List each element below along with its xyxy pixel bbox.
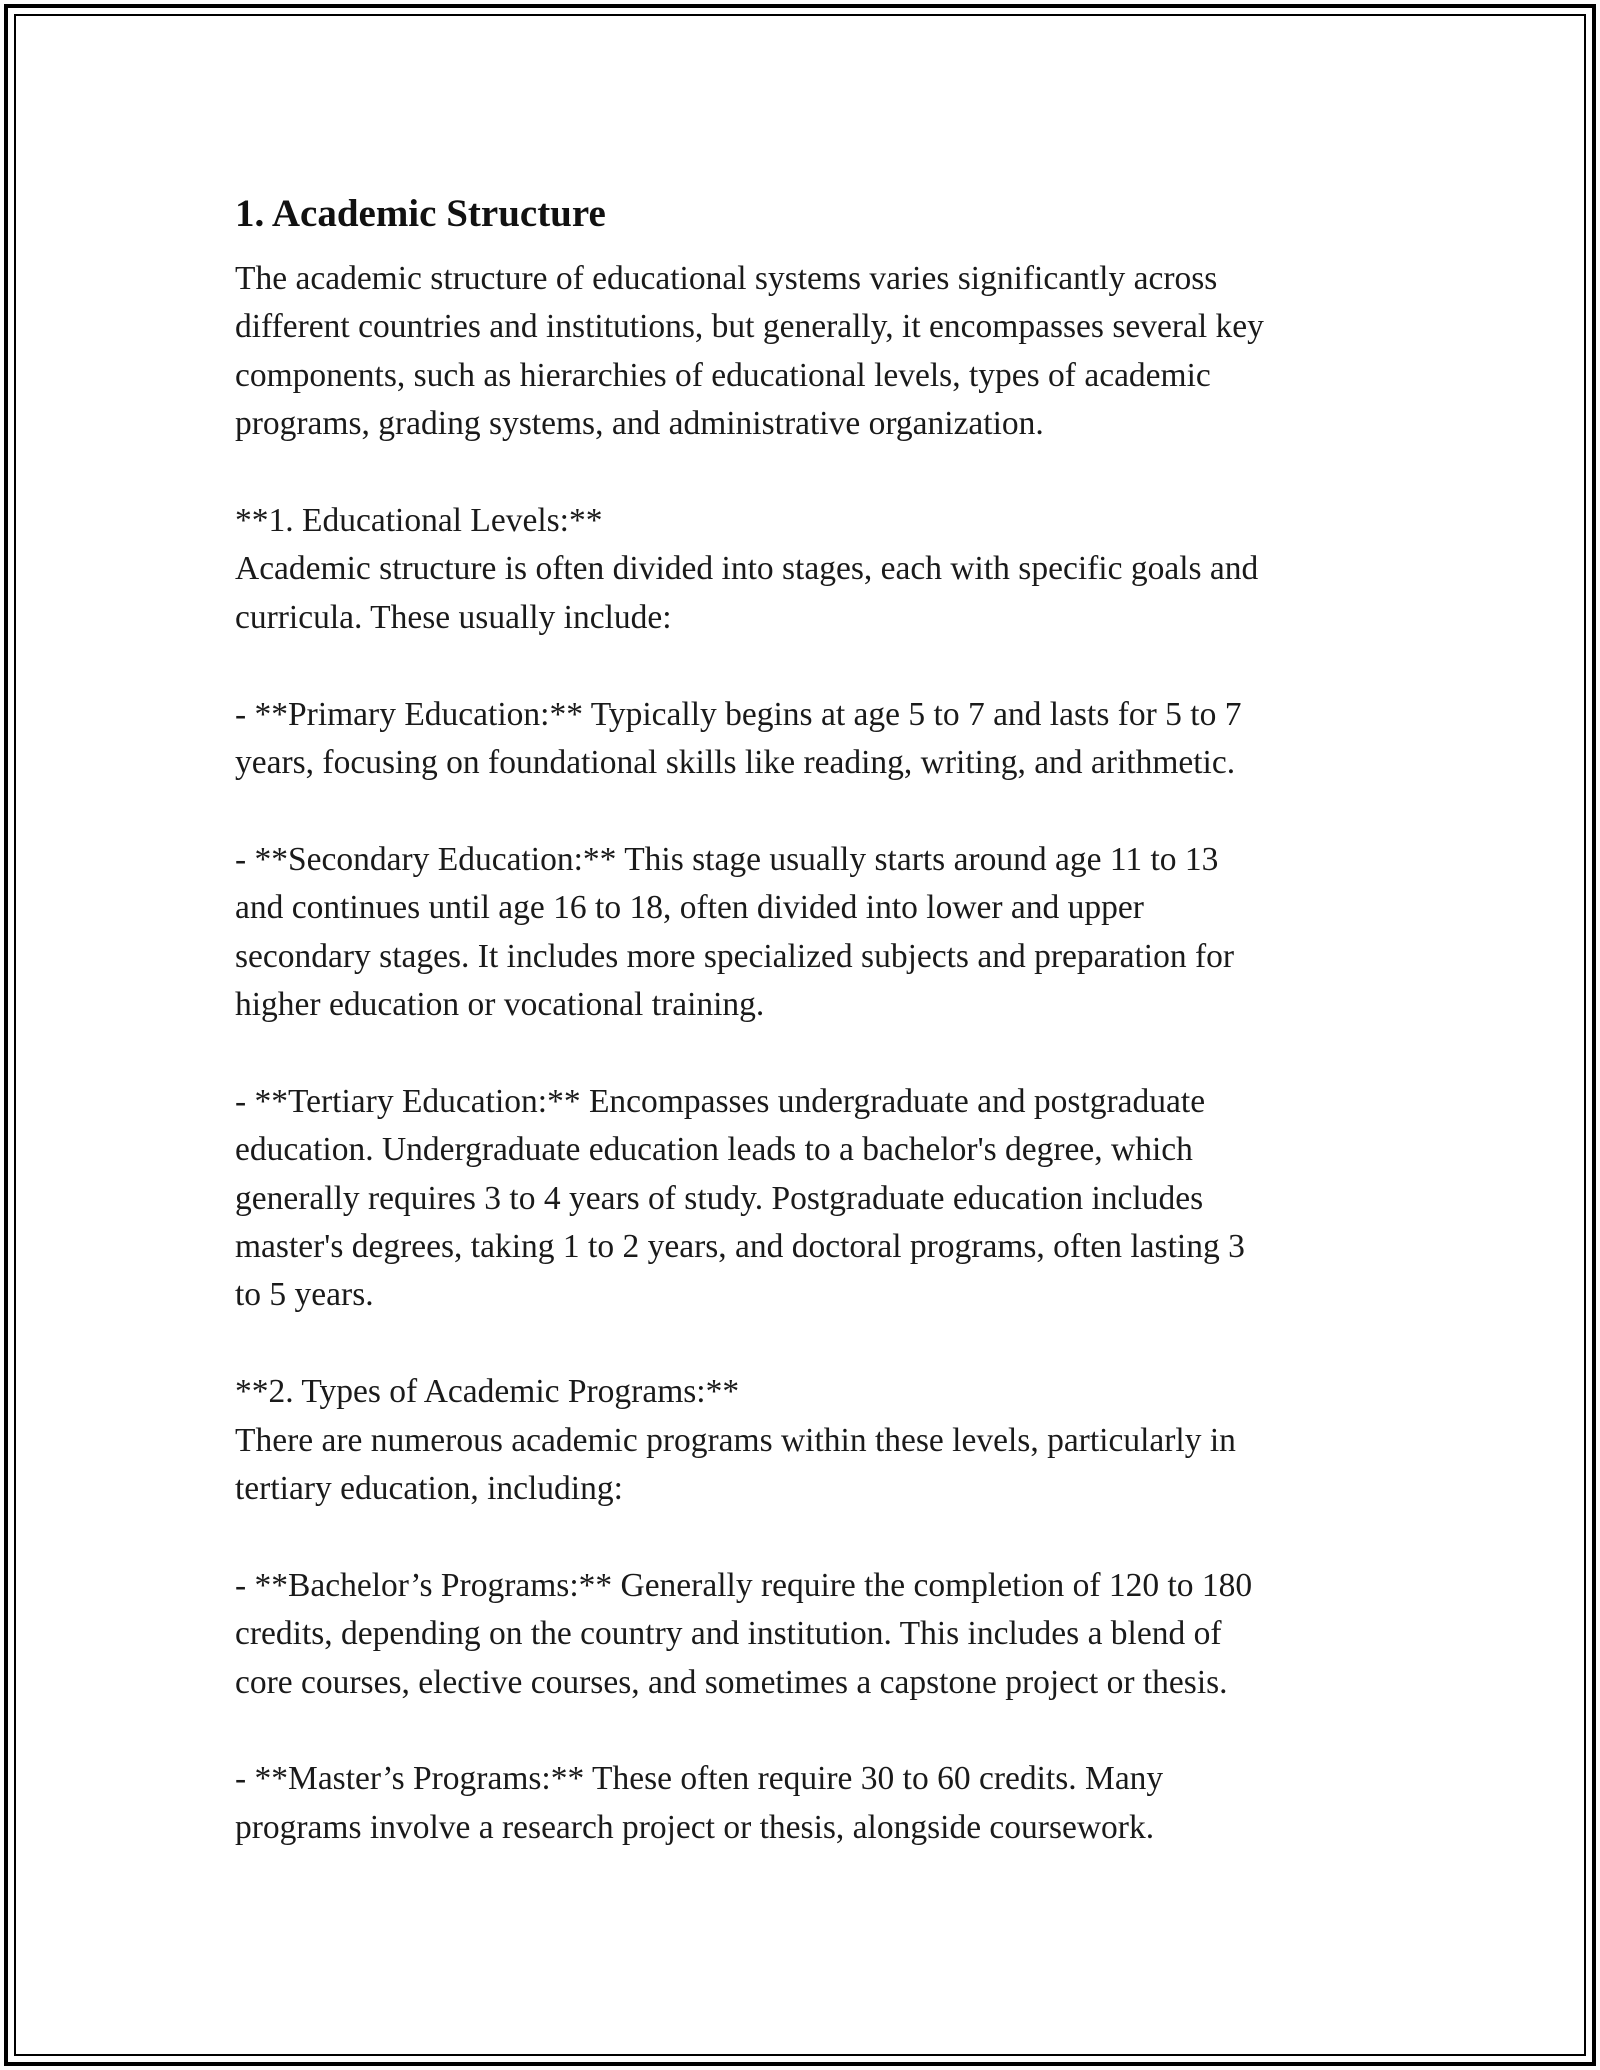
document-body [235,185,1375,1901]
text-line: - **Tertiary Education:** Encompasses undergraduate and postgraduate [235,1082,1206,1120]
text-line: master's degrees, taking 1 to 2 years, and doctoral programs, often lasting 3 [235,1228,1245,1266]
text-line: curricula. These usually include: [235,598,672,636]
tertiary-education-item [235,1078,1375,1320]
text-line: different countries and institutions, but generally, it encompasses several key [235,308,1264,346]
text-line: programs, grading systems, and administrative organization. [235,405,1044,443]
text-line: education. Undergraduate education leads to a bachelor's degree, which [235,1131,1193,1169]
text-line: programs involve a research project or thesis, alongside coursework. [235,1808,1155,1846]
text-line: Academic structure is often divided into stages, each with specific goals and [235,550,1259,588]
text-line: tertiary education, including: [235,1470,623,1508]
text-line: - **Primary Education:** Typically begins at age 5 to 7 and lasts for 5 to 7 [235,695,1242,733]
text-line: years, focusing on foundational skills like reading, writing, and arithmetic. [235,744,1236,782]
section-heading: 1. Academic Structure [235,192,606,235]
text-line: credits, depending on the country and institution. This includes a blend of [235,1615,1222,1653]
subheading-line: **2. Types of Academic Programs:** [235,1373,740,1411]
subheading-line: **1. Educational Levels:** [235,502,603,540]
text-line: - **Master’s Programs:** These often require 30 to 60 credits. Many [235,1760,1164,1798]
text-line: to 5 years. [235,1276,374,1314]
text-line: generally requires 3 to 4 years of study. Postgraduate education includes [235,1179,1204,1217]
intro-paragraph [235,255,1375,449]
text-line: components, such as hierarchies of educational levels, types of academic [235,356,1211,394]
bachelors-programs-item [235,1562,1375,1707]
primary-education-item [235,691,1375,788]
text-line: - **Bachelor’s Programs:** Generally require the completion of 120 to 180 [235,1566,1253,1604]
academic-programs-paragraph [235,1368,1375,1513]
text-line: There are numerous academic programs within these levels, particularly in [235,1421,1236,1459]
text-line: secondary stages. It includes more specialized subjects and preparation for [235,937,1235,975]
text-line: - **Secondary Education:** This stage usually starts around age 11 to 13 [235,840,1219,878]
text-line: core courses, elective courses, and sometimes a capstone project or thesis. [235,1663,1228,1701]
text-line: The academic structure of educational systems varies significantly across [235,260,1218,297]
text-line: higher education or vocational training. [235,986,765,1024]
secondary-education-item [235,836,1375,1030]
educational-levels-paragraph [235,497,1375,642]
masters-programs-item [235,1755,1375,1852]
text-line: and continues until age 16 to 18, often divided into lower and upper [235,889,1144,927]
